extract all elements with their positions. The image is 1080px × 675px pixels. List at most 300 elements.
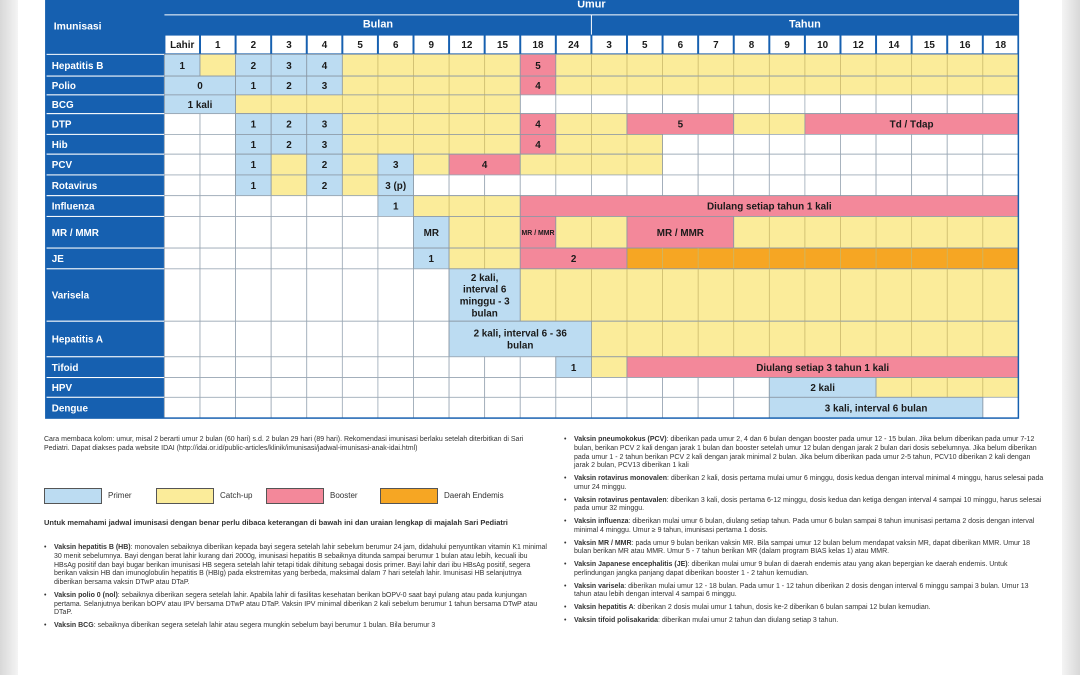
schedule-cell — [307, 357, 343, 378]
schedule-cell — [378, 216, 414, 248]
legend-item-catchup — [156, 488, 252, 504]
dose-label: 1 — [250, 139, 257, 151]
vaccine-name: DTP — [51, 119, 72, 131]
dose-label: 2 — [286, 119, 292, 131]
schedule-cell — [271, 248, 307, 269]
legend-item-primer — [44, 488, 132, 504]
dose-label: 3 — [321, 119, 328, 131]
dose-label: Diulang setiap tahun 1 kali — [707, 201, 832, 213]
dose-label: 1 kali — [187, 99, 213, 111]
catchup-cell — [342, 76, 520, 95]
schedule-cell — [449, 357, 485, 378]
dose-label: 4 — [481, 160, 488, 172]
catchup-cell — [591, 357, 627, 378]
schedule-cell — [805, 175, 841, 196]
age-header-label: 16 — [959, 40, 971, 52]
note-title: Vaksin rotavirus monovalen — [574, 475, 667, 482]
dose-label: 4 — [535, 119, 541, 131]
dose-label: 1 — [250, 81, 257, 93]
schedule-cell — [164, 269, 200, 321]
legend-label: Primer — [108, 491, 132, 500]
schedule-cell — [236, 248, 272, 269]
age-header-label: 7 — [713, 40, 719, 52]
schedule-cell — [556, 397, 592, 418]
dose-label: MR / MMR — [521, 230, 555, 238]
note-item — [564, 475, 1044, 493]
dose-label: 2 — [250, 60, 257, 72]
schedule-cell — [307, 248, 343, 269]
note-text: : diberikan mulai umur 12 - 18 bulan. Pada umur 1 - 12 tahun diberikan 2 dosis dengan interval 6 minggu sampai 3 bulan. Umur 13 tahun atau lebih dengan interval 4 sampai 6 minggu. — [574, 582, 1029, 599]
schedule-cell — [307, 397, 343, 418]
schedule-cell — [485, 357, 521, 378]
vaccine-name: Hepatitis B — [51, 60, 104, 72]
legend-item-endemis — [380, 488, 504, 504]
note-title: Vaksin hepatitis B (HB) — [54, 544, 131, 551]
schedule-cell — [414, 175, 450, 196]
schedule-cell — [983, 95, 1019, 114]
schedule-cell — [876, 95, 912, 114]
schedule-cell — [449, 378, 485, 398]
schedule-cell — [200, 154, 236, 175]
note-text: : monovalen sebaiknya diberikan kepada bayi segera setelah lahir sebelum berumur 24 jam, didahului penyuntikan vitamin K1 minimal 30 menit sebelumnya. Bayi dengan berat lahir kurang dari 2000g, imunisasi hepatitis B sebaiknya ditunda sampai berumur 1 bulan atau lebih, kecuali ibu HBsAg positif dan bayi bugar berikan imunisasi HB segera setelah lahir tetapi tidak dihitung sebagai dosis primer. Bayi lahir dari ibu HBsAg positif, segera berikan vaksin HB dan imunoglobulin hepatitis B (HBIg) pada ekstremitas yang berbeda, maksimal dalam 7 hari setelah lahir. Imunisasi HB selanjutnya diberikan bersama vaksin DTwP atau DTaP. — [54, 544, 547, 586]
dose-label: 1 — [250, 180, 257, 192]
age-header-label: Lahir — [170, 40, 195, 52]
catchup-cell — [414, 196, 521, 217]
legend-label: Catch-up — [220, 491, 253, 500]
schedule-cell — [734, 175, 770, 196]
dose-label: MR — [423, 227, 439, 239]
dose-label: minggu - 3 — [459, 296, 510, 308]
dose-label: 1 — [428, 254, 435, 266]
catchup-cell — [271, 154, 307, 175]
dose-label: bulan — [507, 340, 534, 352]
schedule-cell — [947, 154, 983, 175]
note-text: : diberikan 3 kali, dosis pertama 6-12 minggu, dosis kedua dan ketiga dengan interval 4 sampai 10 minggu, harus selesai pada umur 32 minggu. — [574, 496, 1042, 513]
schedule-cell — [378, 321, 414, 357]
note-item — [44, 592, 549, 618]
note-item — [564, 518, 1044, 536]
schedule-cell — [307, 378, 343, 398]
vaccine-name: JE — [51, 254, 64, 266]
note-title: Vaksin varisela — [574, 582, 625, 590]
tahun-label: Tahun — [789, 18, 821, 31]
dose-label: 4 — [535, 139, 541, 151]
schedule-cell — [734, 134, 770, 154]
vaccine-name: Hib — [51, 139, 68, 151]
schedule-cell — [876, 154, 912, 175]
note-item — [44, 622, 549, 631]
schedule-cell — [698, 154, 734, 175]
schedule-cell — [591, 397, 627, 418]
vaccine-name: PCV — [51, 160, 73, 172]
schedule-cell — [556, 378, 592, 398]
schedule-cell — [556, 175, 592, 196]
legend-swatch — [156, 488, 214, 504]
dose-label: 2 — [286, 139, 292, 151]
corner-label: Imunisasi — [53, 21, 102, 33]
note-title: Vaksin pneumokokus (PCV) — [574, 436, 667, 443]
note-text: : sebaiknya diberikan segera setelah lahir. Apabila lahir di fasilitas kesehatan berikan bOPV-0 saat bayi pulang atau pada kunjungan pertama. Selanjutnya berikan bOPV atau IPV bersama DTwP atau DTaP. Vaksin IPV minimal diberikan 2 kali sebelum berumur 1 tahun bersama DTwP atau DTaP. — [54, 591, 538, 617]
schedule-cell — [840, 134, 876, 154]
schedule-cell — [200, 175, 236, 196]
note-text: : diberikan 2 kali, dosis pertama mulai umur 6 minggu, dosis kedua dengan interval minimal 4 minggu, harus selesai pada umur 24 minggu. — [574, 475, 1044, 491]
schedule-cell — [663, 134, 699, 154]
note-title: Vaksin polio 0 (nol) — [54, 591, 118, 599]
catchup-cell — [342, 134, 520, 154]
age-header-label: 6 — [677, 40, 684, 52]
age-header-label: 18 — [995, 40, 1007, 52]
schedule-cell — [414, 378, 450, 398]
schedule-cell — [698, 397, 734, 418]
legend-swatch — [44, 488, 102, 504]
note-item — [564, 617, 1044, 626]
age-header-label: 2 — [250, 40, 257, 52]
schedule-cell — [485, 175, 521, 196]
catchup-cell — [414, 154, 450, 175]
catchup-cell — [342, 54, 520, 76]
schedule-cell — [271, 378, 307, 398]
schedule-cell — [200, 269, 236, 321]
schedule-cell — [449, 175, 485, 196]
age-header-label: 6 — [392, 40, 399, 52]
schedule-cell — [734, 378, 770, 398]
bulan-label: Bulan — [362, 18, 394, 31]
schedule-cell — [983, 175, 1019, 196]
schedule-cell — [698, 134, 734, 154]
schedule-cell — [378, 397, 414, 418]
dose-label: 2 kali, interval 6 - 36 — [473, 328, 567, 340]
schedule-cell — [200, 216, 236, 248]
note-text: : sebaiknya diberikan segera setelah lahir atau segera mungkin sebelum bayi berumur 1 bulan. Bila berumur 3 — [93, 622, 436, 629]
schedule-cell — [947, 175, 983, 196]
schedule-cell — [663, 397, 699, 418]
schedule-cell — [485, 397, 521, 418]
schedule-cell — [342, 269, 378, 321]
dose-label: 1 — [250, 119, 257, 131]
schedule-cell — [200, 114, 236, 135]
age-header-label: 18 — [532, 40, 544, 52]
schedule-cell — [520, 378, 556, 398]
schedule-cell — [663, 95, 699, 114]
schedule-cell — [912, 134, 948, 154]
schedule-cell — [236, 196, 272, 217]
schedule-cell — [769, 134, 805, 154]
schedule-cell — [591, 175, 627, 196]
age-header-label: 5 — [642, 40, 648, 52]
schedule-cell — [271, 357, 307, 378]
schedule-cell — [236, 357, 272, 378]
schedule-cell — [983, 154, 1019, 175]
age-header-label: 9 — [428, 40, 435, 52]
note-title: Vaksin MR / MMR — [574, 539, 632, 547]
schedule-cell — [414, 269, 450, 321]
schedule-cell — [236, 397, 272, 418]
schedule-cell — [164, 175, 200, 196]
schedule-cell — [876, 175, 912, 196]
note-item — [44, 544, 549, 588]
schedule-cell — [342, 248, 378, 269]
dose-label: bulan — [471, 308, 498, 320]
age-header-label: 8 — [748, 40, 755, 52]
how-to-read-text: Cara membaca kolom: umur, misal 2 berarti umur 2 bulan (60 hari) s.d. 2 bulan 29 hari (89 hari). Rekomendasi imunisasi berlaku setelah diterbitkan di Sari Pediatri. Dapat diakses pada website IDAI (http://idai.or.id/public-articles/klinik/imunisasi/jadwal-imunisasi-anak-idai.html) — [44, 436, 524, 452]
schedule-cell — [342, 196, 378, 217]
schedule-cell — [164, 196, 200, 217]
dose-label: 5 — [677, 119, 684, 131]
schedule-cell — [271, 216, 307, 248]
note-text: : diberikan mulai umur 2 tahun dan diulang setiap 3 tahun. — [658, 616, 839, 624]
note-text: : diberikan mulai umur 9 bulan di daerah endemis atau yang akan bepergian ke daerah endemis. Untuk perlindungan jangka panjang dapat diberikan booster 1 - 2 tahun kemudian. — [574, 561, 1008, 577]
note-title: Vaksin BCG — [54, 622, 94, 629]
note-item — [564, 436, 1044, 471]
dose-label: 3 — [321, 81, 328, 93]
page-edge-left — [0, 0, 18, 675]
dose-label: 2 — [286, 81, 292, 93]
schedule-cell — [947, 95, 983, 114]
note-text: : diberikan 2 dosis mulai umur 1 tahun, dosis ke-2 diberikan 6 bulan sampai 12 bulan kemudian. — [633, 604, 931, 611]
dose-label: 2 — [570, 254, 577, 266]
catchup-cell — [342, 175, 378, 196]
dose-label: 2 kali — [810, 383, 836, 395]
catchup-cell — [200, 54, 236, 76]
schedule-cell — [200, 378, 236, 398]
vaccine-name: Tifoid — [51, 362, 79, 374]
schedule-cell — [164, 134, 200, 154]
schedule-cell — [698, 95, 734, 114]
legend — [44, 488, 564, 508]
schedule-cell — [271, 269, 307, 321]
schedule-cell — [271, 321, 307, 357]
schedule-cell — [164, 378, 200, 398]
dose-label: Td / Tdap — [889, 119, 934, 131]
schedule-cell — [164, 321, 200, 357]
schedule-cell — [983, 134, 1019, 154]
schedule-cell — [164, 397, 200, 418]
note-item — [564, 604, 1044, 613]
schedule-cell — [876, 134, 912, 154]
umur-label: Umur — [577, 0, 606, 11]
vaccine-name: HPV — [51, 383, 73, 395]
schedule-cell — [698, 175, 734, 196]
vaccine-name: BCG — [51, 99, 74, 111]
schedule-cell — [591, 378, 627, 398]
schedule-cell — [983, 397, 1019, 418]
notes-intro: Untuk memahami jadwal imunisasi dengan benar perlu dibaca keterangan di bawah ini dan uraian lengkap di majalah Sari Pediatri — [44, 518, 508, 527]
schedule-cell — [307, 321, 343, 357]
schedule-cell — [520, 397, 556, 418]
schedule-cell — [805, 154, 841, 175]
schedule-cell — [342, 321, 378, 357]
schedule-cell — [627, 397, 663, 418]
age-header-label: 3 — [286, 40, 292, 52]
schedule-cell — [627, 175, 663, 196]
schedule-cell — [271, 196, 307, 217]
schedule-cell — [912, 95, 948, 114]
notes-section — [44, 436, 1044, 675]
schedule-cell — [556, 95, 592, 114]
schedule-cell — [200, 357, 236, 378]
vaccine-name: Rotavirus — [51, 180, 98, 192]
age-header-label: 4 — [321, 40, 328, 52]
age-header-label: 15 — [496, 40, 508, 52]
schedule-cell — [912, 154, 948, 175]
schedule-cell — [520, 357, 556, 378]
schedule-cell — [734, 154, 770, 175]
schedule-cell — [200, 248, 236, 269]
page-edge-right — [1062, 0, 1080, 675]
legend-item-booster — [266, 488, 358, 504]
vaccine-name: Influenza — [51, 201, 95, 213]
schedule-cell — [342, 378, 378, 398]
schedule-cell — [805, 95, 841, 114]
schedule-cell — [520, 95, 556, 114]
age-header-label: 24 — [568, 40, 580, 52]
dose-label: 4 — [535, 81, 541, 93]
note-item — [564, 497, 1044, 515]
schedule-cell — [378, 357, 414, 378]
catchup-cell — [271, 175, 307, 196]
schedule-cell — [200, 397, 236, 418]
age-header-label: 5 — [357, 40, 363, 52]
catchup-cell — [342, 114, 520, 135]
vaccine-name: Dengue — [51, 403, 88, 415]
vaccine-name: MR / MMR — [51, 227, 99, 239]
note-text: : diberikan pada umur 2, 4 dan 6 bulan dengan booster pada umur 12 - 15 bulan. Jika belum diberikan pada umur 7-12 bulan, berikan PCV 2 kali dengan jarak 1 bulan dan booster setelah umur 12 bulan dengan jarak 2 bulan dari dosis sebelumnya. Jika belum diberikan pada umur 1 - 2 tahun berikan PCV 2 kali dengan jarak minimal 2 bulan. Jika belum diberikan pada umur 2-5 tahun, PCV10 diberikan 2 kali dengan jarak 2 bulan, PCV13 diberikan 1 kali — [574, 436, 1037, 470]
schedule-cell — [627, 378, 663, 398]
catchup-cell — [556, 76, 1019, 95]
note-text: : diberikan mulai umur 6 bulan, diulang setiap tahun. Pada umur 6 bulan sampai 8 tahun imunisasi pertama 2 dosis dengan interval minimal 4 minggu. Umur ≥ 9 tahun, imunisasi pertama 1 dosis. — [574, 518, 1035, 534]
schedule-cell — [805, 134, 841, 154]
dose-label: MR / MMR — [656, 227, 704, 239]
note-title: Vaksin influenza — [574, 518, 629, 525]
dose-label: 3 (p) — [385, 180, 407, 192]
schedule-cell — [164, 114, 200, 135]
dose-label: 1 — [250, 160, 257, 172]
schedule-cell — [236, 269, 272, 321]
schedule-cell — [769, 95, 805, 114]
note-title: Vaksin hepatitis A — [574, 604, 634, 611]
schedule-cell — [663, 175, 699, 196]
schedule-cell — [520, 175, 556, 196]
immunization-schedule-table — [40, 0, 1042, 425]
note-item — [564, 561, 1044, 579]
schedule-cell — [236, 216, 272, 248]
schedule-cell — [164, 154, 200, 175]
schedule-cell — [378, 378, 414, 398]
dose-label: 1 — [570, 362, 577, 374]
schedule-cell — [342, 397, 378, 418]
schedule-cell — [663, 154, 699, 175]
age-header-label: 9 — [784, 40, 790, 52]
dose-label: 5 — [535, 60, 541, 72]
immunization-sheet — [40, 0, 1042, 675]
vaccine-name: Varisela — [51, 290, 90, 302]
dose-label: 1 — [392, 201, 399, 213]
age-header-label: 1 — [215, 40, 221, 52]
schedule-cell — [840, 154, 876, 175]
catchup-cell — [342, 154, 378, 175]
legend-label: Booster — [330, 491, 358, 500]
schedule-cell — [307, 269, 343, 321]
dose-label: 2 — [321, 180, 328, 192]
schedule-cell — [236, 321, 272, 357]
schedule-cell — [236, 378, 272, 398]
schedule-cell — [769, 154, 805, 175]
age-header-label: 10 — [817, 40, 829, 52]
dose-label: 3 — [392, 160, 399, 172]
note-title: Vaksin rotavirus pentavalen — [574, 496, 667, 504]
schedule-cell — [164, 216, 200, 248]
note-item — [564, 540, 1044, 558]
note-item — [564, 583, 1044, 601]
age-header-label: 12 — [461, 40, 473, 52]
schedule-cell — [698, 378, 734, 398]
catchup-cell — [556, 54, 1019, 76]
dose-label: 0 — [197, 81, 203, 93]
legend-label: Daerah Endemis — [444, 491, 504, 500]
dose-label: 2 — [321, 160, 328, 172]
schedule-cell — [164, 248, 200, 269]
age-header-label: 12 — [852, 40, 864, 52]
schedule-cell — [840, 95, 876, 114]
schedule-cell — [307, 216, 343, 248]
schedule-cell — [840, 175, 876, 196]
schedule-cell — [912, 175, 948, 196]
age-header-label: 14 — [888, 40, 900, 52]
endemis-cell — [627, 248, 1018, 269]
schedule-cell — [591, 95, 627, 114]
dose-label: interval 6 — [462, 284, 507, 296]
legend-swatch — [380, 488, 438, 504]
schedule-cell — [378, 269, 414, 321]
schedule-cell — [164, 357, 200, 378]
age-header-label: 3 — [606, 40, 612, 52]
schedule-cell — [449, 397, 485, 418]
schedule-cell — [342, 216, 378, 248]
schedule-cell — [342, 357, 378, 378]
note-text: : pada umur 9 bulan berikan vaksin MR. Bila sampai umur 12 bulan belum mendapat vaksin MR, dapat diberikan MMR. Umur 18 bulan berikan MR atau MMR. Umur 5 - 7 tahun berikan MR (dalam program BIAS kelas 1) atau MMR. — [574, 539, 1030, 556]
schedule-cell — [200, 196, 236, 217]
dose-label: 4 — [321, 60, 328, 72]
age-header-label: 15 — [923, 40, 935, 52]
legend-swatch — [266, 488, 324, 504]
notes-left-column — [44, 544, 549, 635]
dose-label: 3 — [321, 139, 328, 151]
schedule-cell — [200, 321, 236, 357]
dose-label: 1 — [179, 60, 185, 72]
schedule-cell — [307, 196, 343, 217]
note-title: Vaksin tifoid polisakarida — [574, 616, 659, 624]
note-title: Vaksin Japanese encephalitis (JE) — [574, 561, 688, 568]
schedule-cell — [734, 95, 770, 114]
dose-label: 3 kali, interval 6 bulan — [824, 403, 928, 415]
schedule-cell — [414, 321, 450, 357]
vaccine-name: Hepatitis A — [51, 334, 103, 346]
dose-label: Diulang setiap 3 tahun 1 kali — [756, 362, 890, 374]
schedule-cell — [769, 175, 805, 196]
schedule-cell — [734, 397, 770, 418]
dose-label: 2 kali, — [470, 272, 499, 284]
schedule-cell — [663, 378, 699, 398]
schedule-cell — [271, 397, 307, 418]
schedule-cell — [378, 248, 414, 269]
schedule-cell — [414, 397, 450, 418]
vaccine-name: Polio — [51, 81, 76, 93]
schedule-cell — [947, 134, 983, 154]
notes-right-column — [564, 436, 1044, 630]
schedule-cell — [414, 357, 450, 378]
dose-label: 3 — [286, 60, 292, 72]
catchup-cell — [556, 134, 663, 154]
